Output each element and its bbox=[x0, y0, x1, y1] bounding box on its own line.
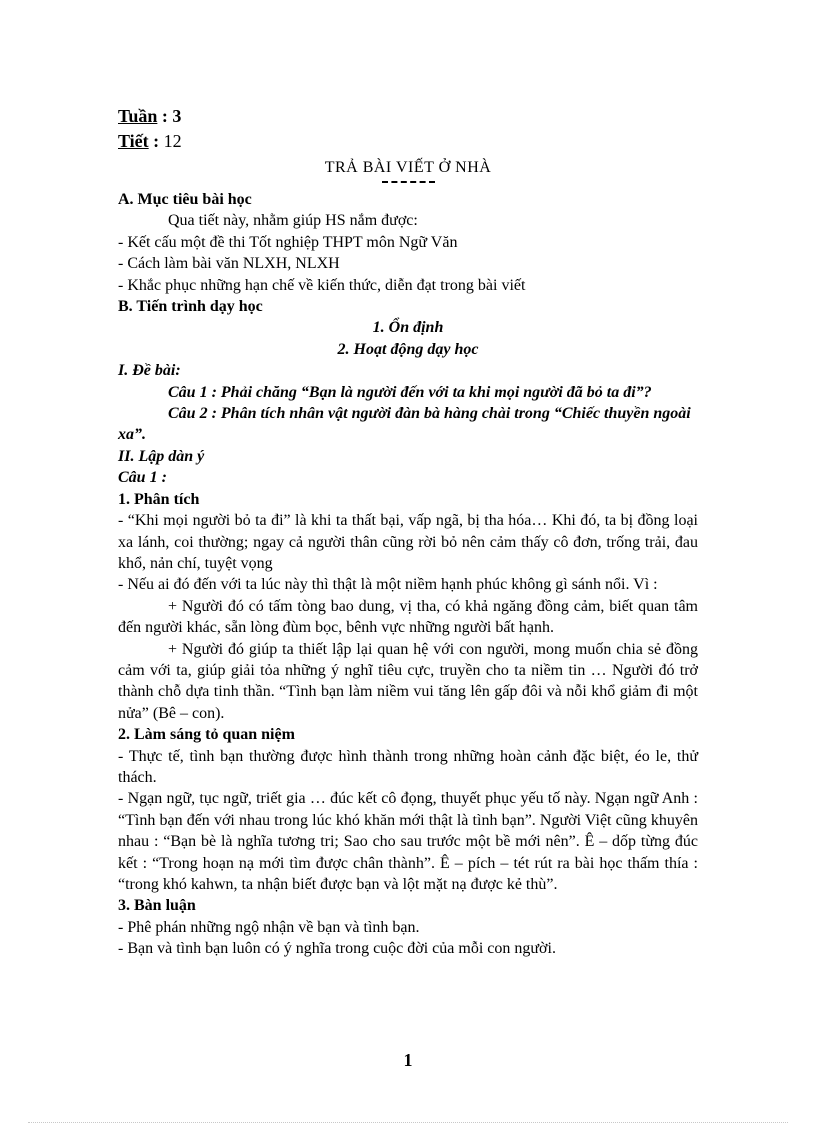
discussion-heading: 3. Bàn luận bbox=[118, 897, 196, 915]
period-value: 12 bbox=[163, 131, 182, 151]
period-line bbox=[118, 129, 698, 154]
title-divider bbox=[382, 181, 435, 183]
clarify-heading: 2. Làm sáng tỏ quan niệm bbox=[118, 726, 295, 744]
week-line bbox=[118, 104, 698, 129]
step-1: 1. Ổn định bbox=[372, 319, 444, 337]
analysis-point: + Người đó có tấm tòng bao dung, vị tha, có khả ngăng đồng cảm, biết quan tâm đến người khác, sẵn lòng đùm bọc, bênh vực những người bất hạnh. bbox=[118, 597, 698, 637]
section-a-item: - Khắc phục những hạn chế về kiến thức, diễn đạt trong bài viết bbox=[118, 276, 526, 294]
analysis-heading: 1. Phân tích bbox=[118, 490, 200, 508]
page-title: TRẢ BÀI VIẾT Ở NHÀ bbox=[324, 159, 492, 176]
part-1-heading: I. Đề bài: bbox=[118, 362, 181, 380]
page-number: 1 bbox=[403, 1050, 413, 1070]
section-a-heading: A. Mục tiêu bài học bbox=[118, 191, 252, 208]
week-separator: : bbox=[157, 106, 173, 126]
document-page bbox=[118, 104, 698, 960]
period-separator: : bbox=[148, 131, 164, 151]
section-a-item: - Cách làm bài văn NLXH, NLXH bbox=[118, 255, 340, 273]
analysis-paragraph: - “Khi mọi người bỏ ta đi” là khi ta thất bại, vấp ngã, bị tha hóa… Khi đó, ta bị đồng loại xa lánh, coi thường; ngay cả người thân cũng rời bỏ nên cảm thấy cô đơn, trống trải, đau khổ, nản chí, tuyệt vọng bbox=[118, 512, 698, 572]
week-label: Tuần bbox=[118, 106, 158, 126]
question-2: Câu 2 : Phân tích nhân vật người đàn bà hàng chài trong “Chiếc thuyền ngoài xa”. bbox=[118, 405, 691, 444]
section-a-intro: Qua tiết này, nhằm giúp HS nắm được: bbox=[168, 212, 418, 230]
question-1: Câu 1 : Phải chăng “Bạn là người đến với ta khi mọi người đã bỏ ta đi”? bbox=[168, 383, 652, 401]
discussion-paragraph: - Bạn và tình bạn luôn có ý nghĩa trong cuộc đời của mỗi con người. bbox=[118, 940, 556, 958]
analysis-point: + Người đó giúp ta thiết lập lại quan hệ với con người, mong muốn chia sẻ đồng cảm với ta, giúp giải tỏa những ý nghĩ tiêu cực, truyền cho ta niềm tin … Người đó trở thành chỗ dựa tinh thần. “Tình bạn làm niềm vui tăng lên gấp đôi và nỗi khổ giảm đi một nửa” (Bê – con). bbox=[118, 640, 698, 722]
discussion-paragraph: - Phê phán những ngộ nhận về bạn và tình bạn. bbox=[118, 918, 420, 936]
clarify-paragraph: - Thực tế, tình bạn thường được hình thành trong những hoàn cảnh đặc biệt, éo le, thử thách. bbox=[118, 747, 698, 786]
part-2-sub: Câu 1 : bbox=[118, 469, 167, 487]
section-b-heading: B. Tiến trình dạy học bbox=[118, 298, 263, 316]
week-value: 3 bbox=[172, 106, 182, 126]
period-label: Tiết bbox=[118, 131, 149, 151]
part-2-heading: II. Lập dàn ý bbox=[118, 447, 205, 465]
clarify-paragraph: - Ngạn ngữ, tục ngữ, triết gia … đúc kết cô đọng, thuyết phục yếu tố này. Ngạn ngữ Anh : “Tình bạn đến với nhau trong lúc khó khăn mới thật là tình bạn”. Người Việt cũng khuyên nhau : “Bạn bè là nghĩa tương tri; Sao cho sau trước một bề mới nên”. Ê – dốp từng đúc kết : “Trong hoạn nạ mới tìm được chân thành”. Ê – pích – tét rút ra bài học thấm thía : “trong khó kahwn, ta nhận biết được bạn và lột mặt nạ được kẻ thù”. bbox=[118, 790, 698, 893]
section-a-item: - Kết cấu một đề thi Tốt nghiệp THPT môn Ngữ Văn bbox=[118, 233, 458, 251]
step-2: 2. Hoạt động dạy học bbox=[337, 340, 479, 358]
analysis-paragraph: - Nếu ai đó đến với ta lúc này thì thật là một niềm hạnh phúc không gì sánh nổi. Vì : bbox=[118, 576, 658, 594]
